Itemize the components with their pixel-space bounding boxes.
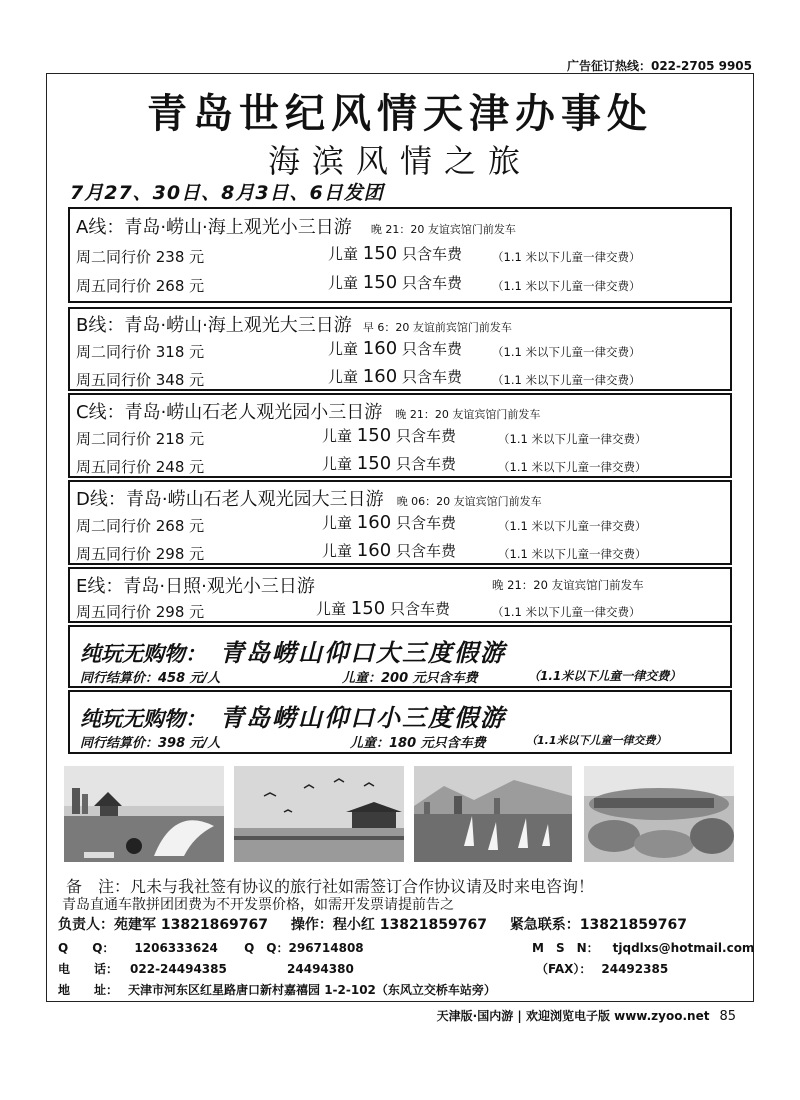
- address-row: 地 址： 天津市河东区红星路唐口新村嘉禧园 1-2-102（东风立交桥车站旁）: [58, 983, 496, 997]
- child-note: （1.1 米以下儿童一律交费）: [498, 519, 647, 533]
- special-child-note: （1.1米以下儿童一律交费）: [528, 669, 682, 683]
- special-title: 纯玩无购物： 青岛崂山仰口大三度假游: [80, 638, 506, 667]
- price: 周二同行价 218 元: [76, 430, 205, 448]
- child-price: 儿童 160 只含车费: [328, 366, 462, 387]
- special-price: 同行结算价：458 元/人: [80, 671, 221, 686]
- subtitle: 海滨风情之旅: [267, 142, 532, 180]
- price: 周二同行价 238 元: [76, 248, 205, 266]
- child-note: （1.1 米以下儿童一律交费）: [492, 605, 641, 619]
- route-departure: 晚 21：20 友谊宾馆门前发车: [370, 223, 516, 236]
- special-title: 纯玩无购物： 青岛崂山仰口小三度假游: [80, 703, 506, 732]
- fax-row: （FAX）： 24492385: [536, 962, 669, 976]
- special-child-price: 儿童：180 元只含车费: [350, 736, 486, 751]
- child-note: （1.1 米以下儿童一律交费）: [498, 547, 647, 561]
- route-title: A线：青岛·崂山·海上观光小三日游: [76, 217, 352, 238]
- route-departure: 早 6：20 友谊前宾馆门前发车: [362, 321, 512, 334]
- page-number: 85: [719, 1009, 736, 1024]
- child-price: 儿童 150 只含车费: [316, 598, 450, 619]
- route-box-a: [68, 207, 732, 303]
- child-note: （1.1 米以下儿童一律交费）: [498, 460, 647, 474]
- route-box-e: [68, 567, 732, 623]
- price: 周二同行价 318 元: [76, 343, 205, 361]
- price: 周五同行价 298 元: [76, 545, 205, 563]
- price: 周五同行价 248 元: [76, 458, 205, 476]
- photo-sailboats: [414, 766, 572, 862]
- remark-line-1: 备 注：凡未与我社签有协议的旅行社如需签订合作协议请及时来电咨询！: [66, 877, 595, 896]
- manager-contact: 负责人：苑建军 13821869767: [58, 917, 269, 933]
- child-note: （1.1 米以下儿童一律交费）: [498, 432, 647, 446]
- route-title: C线：青岛·崂山石老人观光园小三日游: [76, 402, 383, 423]
- child-price: 儿童 160 只含车费: [322, 540, 456, 561]
- special-child-price: 儿童：200 元只含车费: [342, 671, 478, 686]
- route-departure: 晚 06：20 友谊宾馆门前发车: [396, 495, 542, 508]
- photo-pier-seagulls: [234, 766, 404, 862]
- child-price: 儿童 150 只含车费: [328, 243, 462, 264]
- special-price: 同行结算价：398 元/人: [80, 736, 221, 751]
- price: 周五同行价 298 元: [76, 603, 205, 621]
- departure-dates: 7月27、30日、8月3日、6日发团: [70, 182, 384, 204]
- route-title: D线：青岛·崂山石老人观光园大三日游: [76, 489, 384, 510]
- route-title: B线：青岛·崂山·海上观光大三日游: [76, 315, 352, 336]
- route-departure: 晚 21：20 友谊宾馆门前发车: [492, 578, 644, 592]
- hotline: 广告征订热线：022-2705 9905: [566, 59, 752, 73]
- route-title: E线：青岛·日照·观光小三日游: [76, 576, 315, 597]
- child-note: （1.1 米以下儿童一律交费）: [492, 250, 641, 264]
- special-box-1: [68, 625, 732, 688]
- price: 周五同行价 268 元: [76, 277, 205, 295]
- child-price: 儿童 150 只含车费: [328, 272, 462, 293]
- price: 周五同行价 348 元: [76, 371, 205, 389]
- footer: [437, 1007, 736, 1024]
- phone-row: 电 话： 022-24494385 24494380: [58, 962, 354, 976]
- special-box-2: [68, 690, 732, 754]
- footer-text: 天津版·国内游 | 欢迎浏览电子版 www.zyoo.net: [436, 1009, 710, 1023]
- msn-row: M S N： tjqdlxs@hotmail.com: [532, 941, 755, 955]
- child-price: 儿童 160 只含车费: [322, 512, 456, 533]
- child-price: 儿童 150 只含车费: [322, 425, 456, 446]
- child-note: （1.1 米以下儿童一律交费）: [492, 279, 641, 293]
- route-departure: 晚 21：20 友谊宾馆门前发车: [395, 408, 541, 421]
- route-box-d: [68, 480, 732, 565]
- price: 周二同行价 268 元: [76, 517, 205, 535]
- contacts: [58, 914, 705, 934]
- operator-contact: 操作：程小红 13821859767: [290, 917, 487, 933]
- photo-rock-inscription: [584, 766, 734, 862]
- photo-pavilion-waves: [64, 766, 224, 862]
- route-box-c: [68, 393, 732, 478]
- child-note: （1.1 米以下儿童一律交费）: [492, 373, 641, 387]
- special-child-note: （1.1米以下儿童一律交费）: [526, 734, 667, 747]
- qq-row: Q Q： 1206333624 Q Q：296714808: [58, 941, 364, 955]
- emergency-contact: 紧急联系：13821859767: [509, 917, 687, 933]
- remark-line-2: 青岛直通车散拼团团费为不开发票价格，如需开发票请提前告之: [62, 897, 454, 913]
- child-price: 儿童 150 只含车费: [322, 453, 456, 474]
- child-price: 儿童 160 只含车费: [328, 338, 462, 359]
- child-note: （1.1 米以下儿童一律交费）: [492, 345, 641, 359]
- main-title: 青岛世纪风情天津办事处: [147, 90, 653, 137]
- route-box-b: [68, 307, 732, 391]
